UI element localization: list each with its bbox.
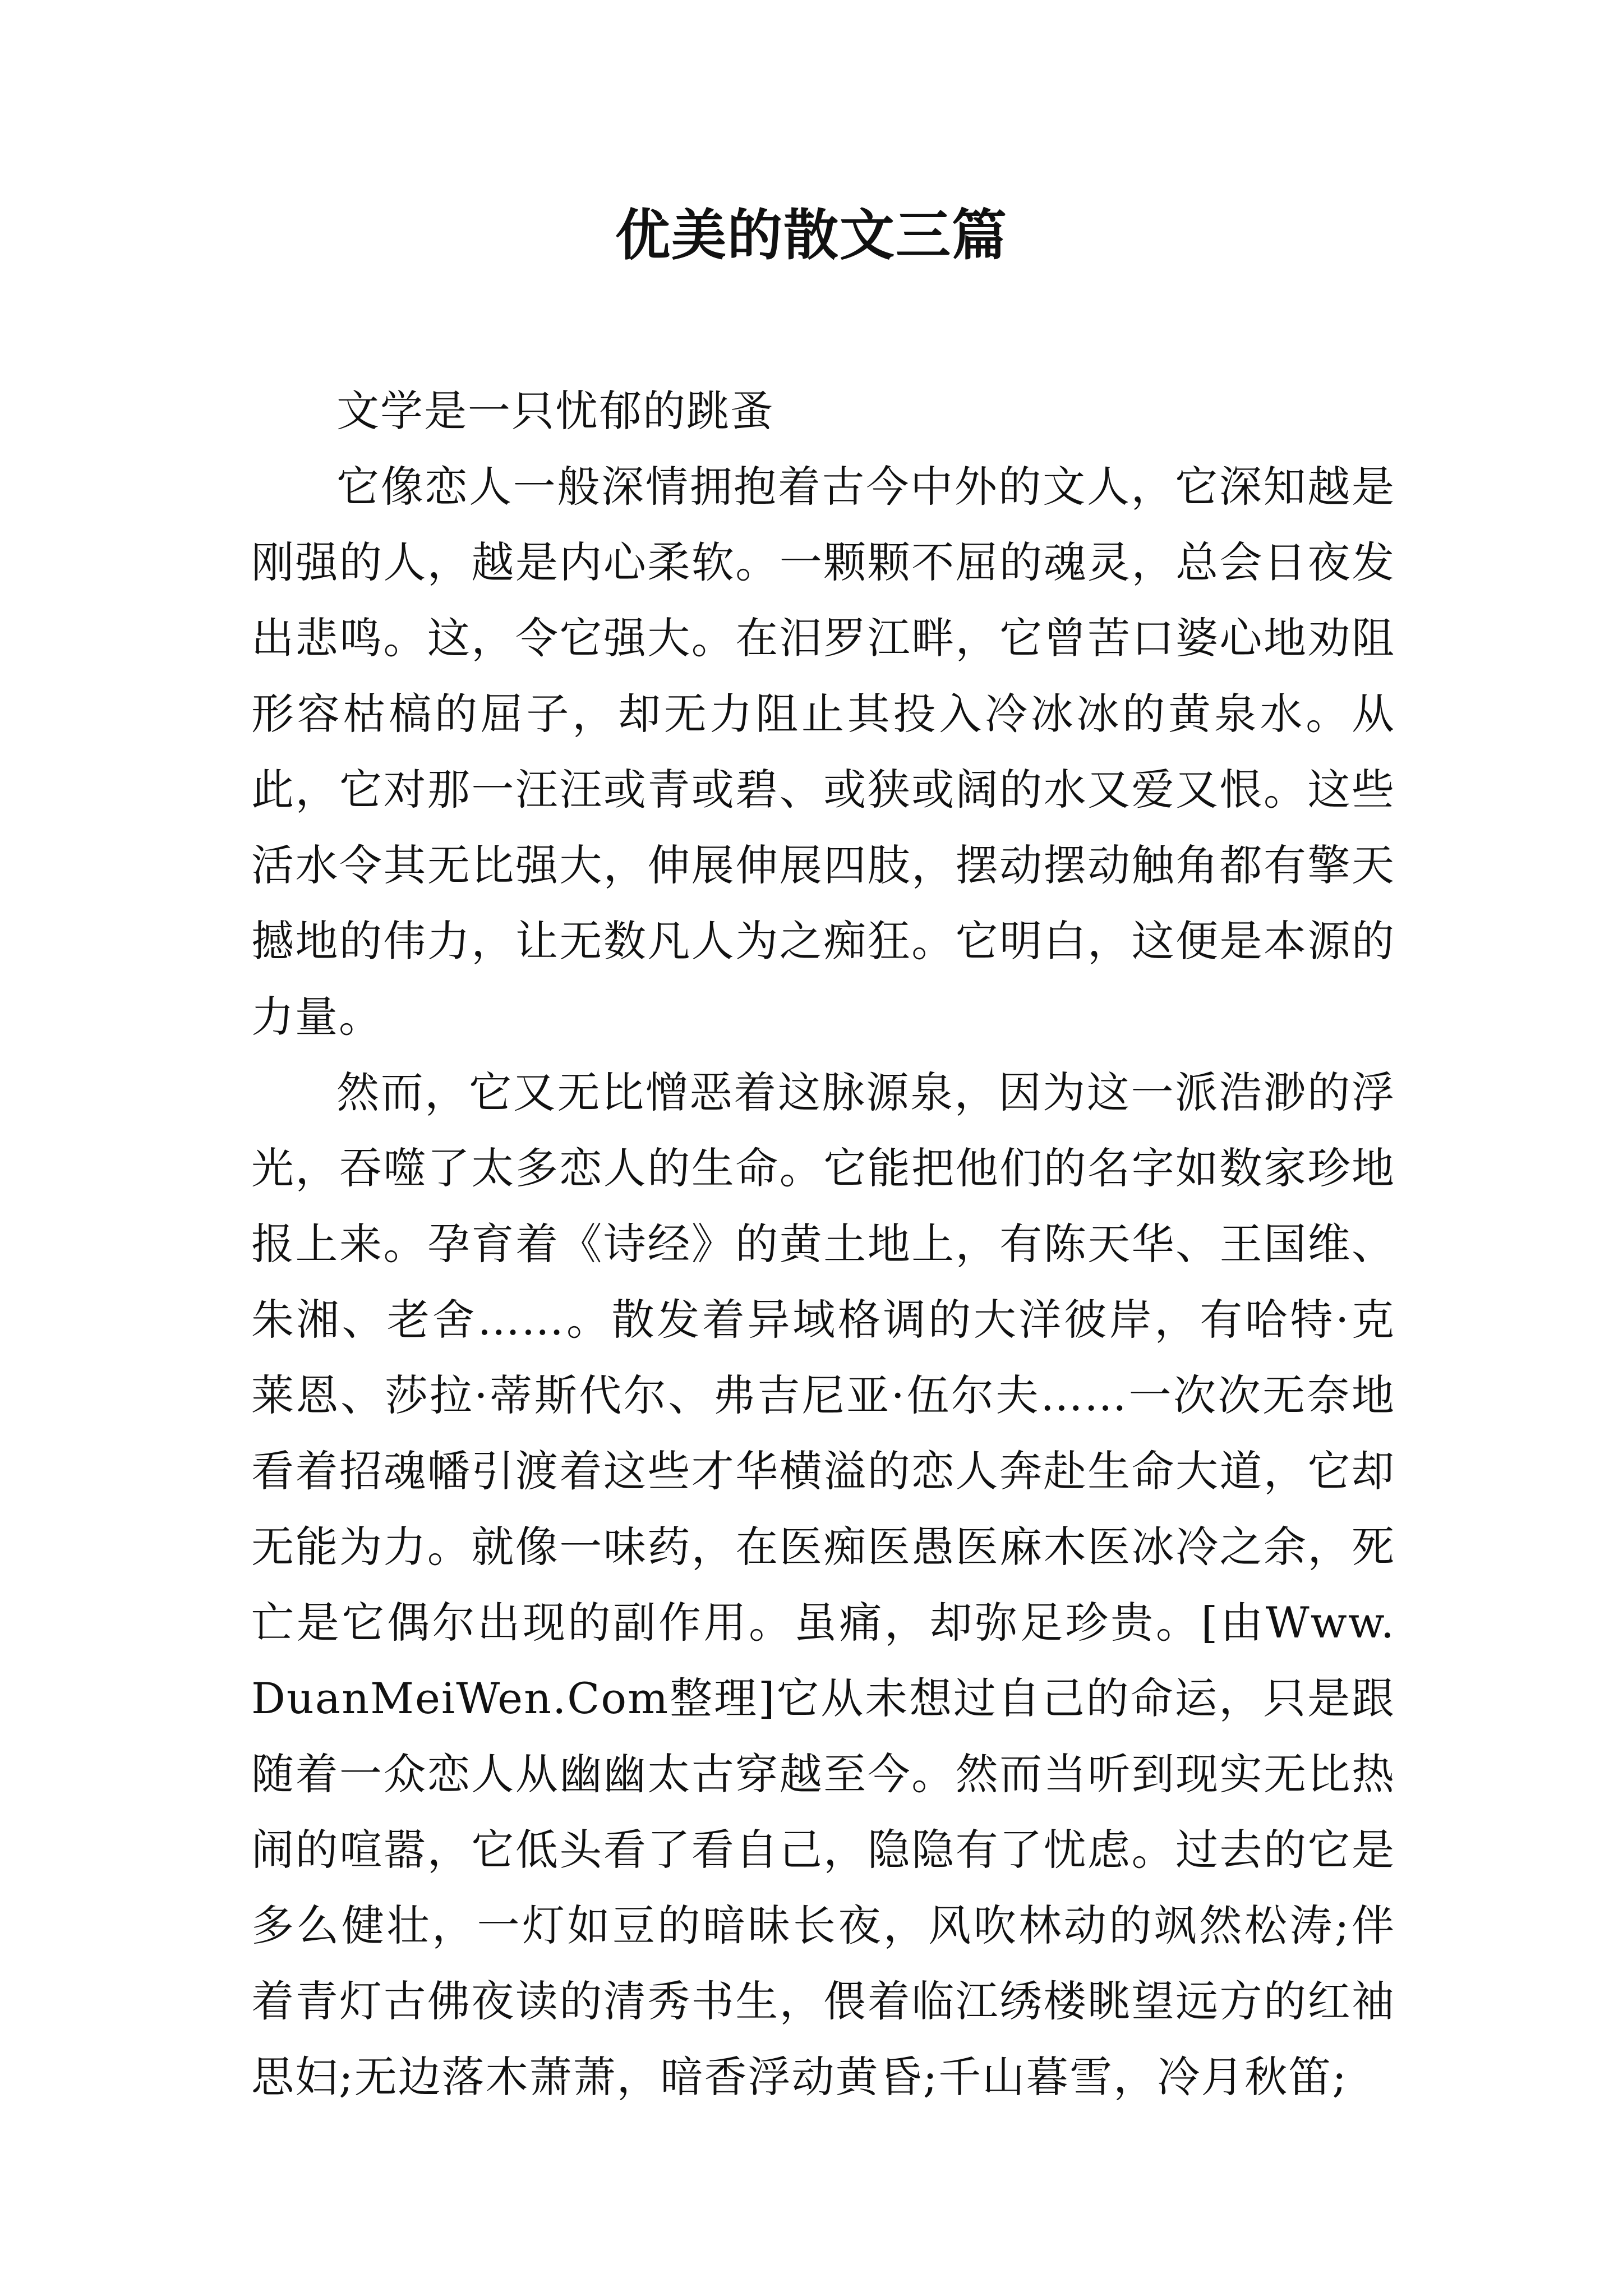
paragraph: 它像恋人一般深情拥抱着古今中外的文人，它深知越是刚强的人，越是内心柔软。一颗颗不屈的魂灵，总会日夜发出悲鸣。这，令它强大。在汨罗江畔，它曾苦口婆心地劝阻形容枯槁的屈子，却无力阻止其投入冷冰冰的黄泉水。从此，它对那一汪汪或青或碧、或狭或阔的水又爱又恨。这些活水令其无比强大，伸展伸展四肢，摆动摆动触角都有擎天撼地的伟力，让无数凡人为之痴狂。它明白，这便是本源的力量。 (251, 462, 1395, 1042)
document-title: 优美的散文三篇 (615, 203, 1008, 268)
essay-heading: 文学是一只忧郁的跳蚤 (336, 386, 774, 436)
document-body (251, 373, 1395, 2115)
paragraph: 然而，它又无比憎恶着这脉源泉，因为这一派浩渺的浮光，吞噬了太多恋人的生命。它能把他们的名字如数家珍地报上来。孕育着《诗经》的黄土地上，有陈天华、王国维、朱湘、老舍……。散发着异域格调的大洋彼岸，有哈特·克莱恩、莎拉·蒂斯代尔、弗吉尼亚·伍尔夫……一次次无奈地看着招魂幡引渡着这些才华横溢的恋人奔赴生命大道，它却无能为力。就像一味药，在医痴医愚医麻木医冰冷之余，死亡是它偶尔出现的副作用。虽痛，却弥足珍贵。[由Www.DuanMeiWen.Com整理]它从未想过自己的命运，只是跟随着一众恋人从幽幽太古穿越至今。然而当听到现实无比热闹的喧嚣，它低头看了看自己，隐隐有了忧虑。过去的它是多么健壮，一灯如豆的暗昧长夜，风吹林动的飒然松涛;伴着青灯古佛夜读的清秀书生，偎着临江绣楼眺望远方的红袖思妇;无边落木萧萧，暗香浮动黄昏;千山暮雪，冷月秋笛; (251, 1068, 1395, 2102)
